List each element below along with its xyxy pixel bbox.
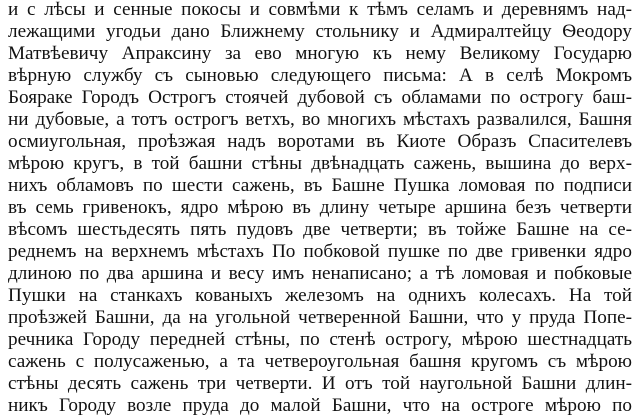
text-line-14: Пушки на станкахъ кованыхъ железомъ на однихъ колесахъ. На той: [8, 285, 632, 306]
text-line-12: реднемъ на верхнемъ мѣстахъ По побковой пушке по две гривенки ядро: [8, 241, 632, 262]
text-line-15: проѣзжей Башни, да на угольной четверенной Башни, что у пруда Попе-: [8, 307, 632, 328]
text-line-8: мѣрою кругъ, в той башни стѣны двѣнадцать сажень, вышина до верх-: [8, 153, 632, 174]
text-line-19: никъ Городу возле пруда до малой Башни, что на остроге мѣрою по: [8, 395, 632, 415]
text-line-11: вѣсомъ шестьдесять пять пудовъ две четверти; въ тойже Башне на се-: [8, 219, 632, 240]
text-line-7: осмиугольная, проѣзжая надъ воротами въ Киоте Образъ Спасителевъ: [8, 131, 632, 152]
text-line-1: и с лѣсы и сенные покосы и совмѣми к тѣмъ селамъ и деревнямъ над-: [8, 0, 632, 20]
text-line-9: нихъ обламовъ по шести сажень, въ Башне Пушка ломовая по подписи: [8, 175, 632, 196]
text-line-6: ни дубовые, а тотъ острогъ ветхъ, во многихъ мѣстахъ развалился, Башня: [8, 109, 632, 130]
text-line-2: лежащими угодьи дано Ближнему стольнику и Адмиралтейцу Ѳеодору: [8, 21, 632, 42]
text-line-13: длиною по два аршина и весу имъ ненаписано; а тѣ ломовая и побковые: [8, 263, 632, 284]
text-line-4: вѣрную службу съ сыновью следующего письма: А в селѣ Мокромъ: [8, 65, 632, 86]
text-line-10: въ семь гривенокъ, ядро мѣрою въ длину четыре аршина безъ четверти: [8, 197, 632, 218]
text-line-3: Матвѣевичу Апраксину за ево многую къ нему Великому Государю: [8, 43, 632, 64]
text-line-5: Бояраке Городъ Острогъ стоячей дубовой съ обламами по острогу баш-: [8, 87, 632, 108]
text-line-18: стѣны десять сажень три четверти. И отъ той наугольной Башни длин-: [8, 373, 632, 394]
text-line-17: сажень с полусаженью, а та четвероугольная башня кругомъ съ мѣрою: [8, 351, 632, 372]
text-line-16: речника Городу передней стѣны, по стенѣ острогу, мѣрою шестнадцать: [8, 329, 632, 350]
